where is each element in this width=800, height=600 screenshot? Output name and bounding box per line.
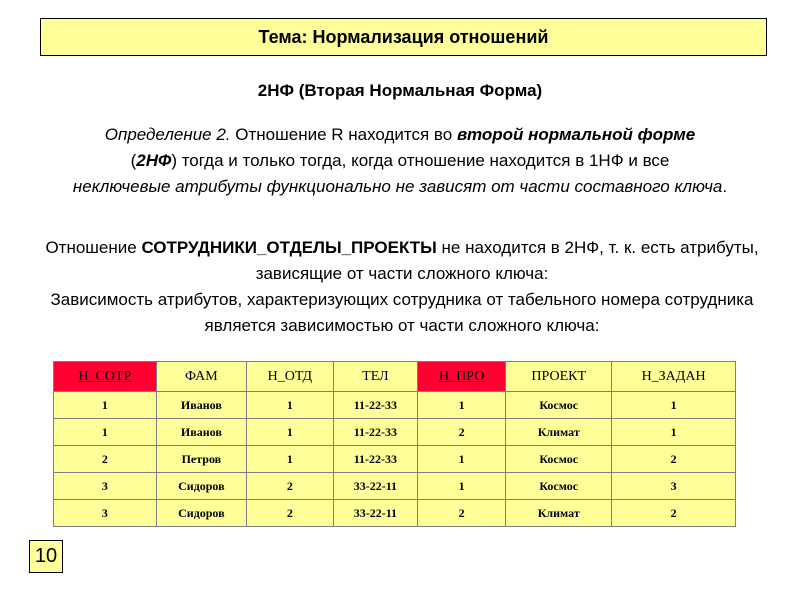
cell: Сидоров [156, 473, 246, 500]
cell: 1 [418, 473, 506, 500]
relation-intro: Отношение [45, 238, 142, 257]
table-header-row [54, 362, 736, 392]
cell: Климат [506, 500, 612, 527]
dependency-text: Зависимость атрибутов, характеризующих сотрудника от табельного номера сотрудника является зависимостью от части сложного ключа: [50, 290, 754, 335]
definition-paragraph [28, 122, 772, 200]
cell: 3 [54, 500, 157, 527]
relation-rest: не находится в 2НФ, т. к. есть атрибуты, зависящие от части сложного ключа: [255, 238, 759, 283]
table-row [54, 446, 736, 473]
cell: Климат [506, 419, 612, 446]
header-tel: ТЕЛ [333, 362, 417, 392]
cell: 3 [54, 473, 157, 500]
table-row [54, 419, 736, 446]
cell: 1 [54, 419, 157, 446]
relation-paragraph [30, 235, 774, 339]
cell: 1 [247, 392, 334, 419]
definition-label: Определение 2. [104, 125, 231, 144]
relation-name: СОТРУДНИКИ_ОТДЕЛЫ_ПРОЕКТЫ [141, 238, 437, 257]
cell: 1 [612, 392, 736, 419]
slide-number: 10 [29, 540, 63, 573]
cell: Космос [506, 473, 612, 500]
header-n-otd: Н_ОТД [247, 362, 334, 392]
relation-table [53, 361, 736, 527]
header-n-pro: Н_ПРО [418, 362, 506, 392]
cell: 3 [612, 473, 736, 500]
header-proekt: ПРОЕКТ [506, 362, 612, 392]
cell: 2 [612, 500, 736, 527]
definition-italic-tail: неключевые атрибуты функционально не зависят от части составного ключа [72, 177, 723, 196]
cell: Космос [506, 446, 612, 473]
definition-text-2: ) тогда и только тогда, когда отношение находится в 1НФ и все [171, 151, 670, 170]
section-heading: 2НФ (Вторая Нормальная Форма) [257, 81, 543, 100]
header-n-sotr: Н_СОТР [54, 362, 157, 392]
cell: 1 [418, 446, 506, 473]
cell: 2 [418, 500, 506, 527]
cell: Космос [506, 392, 612, 419]
cell: 11-22-33 [333, 419, 417, 446]
definition-text-1: Отношение R находится во [230, 125, 457, 144]
definition-end: . [722, 177, 728, 196]
table-row [54, 392, 736, 419]
cell: 33-22-11 [333, 500, 417, 527]
definition-paren: ( [130, 151, 137, 170]
definition-term: второй нормальной форме [456, 125, 696, 144]
cell: 33-22-11 [333, 473, 417, 500]
cell: 1 [612, 419, 736, 446]
cell: Иванов [156, 392, 246, 419]
definition-abbr: 2НФ [136, 151, 172, 170]
cell: Петров [156, 446, 246, 473]
cell: 2 [54, 446, 157, 473]
topic-title: Тема: Нормализация отношений [40, 18, 767, 56]
header-fam: ФАМ [156, 362, 246, 392]
header-n-zadan: Н_ЗАДАН [612, 362, 736, 392]
cell: 1 [247, 446, 334, 473]
table-row [54, 500, 736, 527]
table-row [54, 473, 736, 500]
cell: 2 [612, 446, 736, 473]
cell: 1 [54, 392, 157, 419]
cell: 1 [418, 392, 506, 419]
cell: Сидоров [156, 500, 246, 527]
cell: 11-22-33 [333, 392, 417, 419]
cell: 11-22-33 [333, 446, 417, 473]
cell: Иванов [156, 419, 246, 446]
cell: 2 [418, 419, 506, 446]
cell: 2 [247, 500, 334, 527]
cell: 2 [247, 473, 334, 500]
cell: 1 [247, 419, 334, 446]
